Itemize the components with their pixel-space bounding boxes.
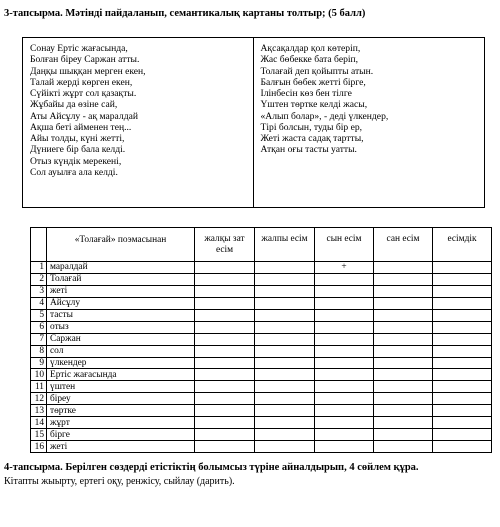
poem-line: Ілінбесін көз бен тілге: [260, 88, 352, 99]
header-pronoun: есімдік: [433, 228, 492, 262]
answer-cell[interactable]: [315, 273, 374, 285]
answer-cell[interactable]: [433, 357, 492, 369]
answer-cell[interactable]: [255, 297, 315, 309]
answer-cell[interactable]: [315, 333, 374, 345]
table-row: [31, 262, 492, 274]
answer-cell[interactable]: [255, 393, 315, 405]
answer-cell[interactable]: [433, 345, 492, 357]
row-word: жеті: [47, 285, 195, 297]
row-number: 8: [31, 345, 47, 357]
poem-box: [22, 37, 485, 208]
answer-cell[interactable]: [195, 297, 255, 309]
answer-cell[interactable]: [433, 405, 492, 417]
row-word: сол: [47, 345, 195, 357]
poem-line: Ақсақалдар қол көтеріп,: [260, 43, 361, 54]
poem-left-column: [23, 38, 254, 207]
poem-line: Даңқы шыққан мерген екен,: [30, 65, 146, 77]
poem-line: Атқан оғы тасты уатты.: [260, 144, 357, 156]
poem-line: Айы толды, күні жетті,: [30, 133, 125, 144]
table-row: [31, 321, 492, 333]
table-row: [31, 273, 492, 285]
poem-line: Жұбайы да өзіне сай,: [30, 99, 118, 111]
poem-line: «Алып болар», - деді үлкендер,: [260, 110, 389, 122]
table-row: [31, 393, 492, 405]
answer-cell[interactable]: [374, 417, 433, 429]
answer-cell[interactable]: [374, 285, 433, 297]
table-row: [31, 309, 492, 321]
answer-cell[interactable]: [255, 333, 315, 345]
row-number: 14: [31, 417, 47, 429]
answer-cell[interactable]: [195, 417, 255, 429]
row-number: 5: [31, 309, 47, 321]
poem-line: Жас бөбекке бата беріп,: [260, 54, 359, 66]
answer-cell[interactable]: [433, 429, 492, 441]
row-word: жұрт: [47, 417, 195, 429]
row-word: жеті: [47, 441, 195, 453]
answer-cell[interactable]: [195, 405, 255, 417]
poem-line: Үштен төртке келді жасы,: [260, 99, 368, 111]
row-number: 10: [31, 369, 47, 381]
row-number: 1: [31, 262, 47, 274]
row-word: төртке: [47, 405, 195, 417]
poem-line: Сол ауылға ала келді.: [30, 166, 118, 178]
row-word: тасты: [47, 309, 195, 321]
answer-cell[interactable]: [195, 262, 255, 274]
answer-cell[interactable]: [195, 429, 255, 441]
answer-cell[interactable]: [255, 417, 315, 429]
row-word: отыз: [47, 321, 195, 333]
table-row: [31, 357, 492, 369]
answer-cell[interactable]: [374, 262, 433, 274]
answer-cell[interactable]: [433, 417, 492, 429]
answer-cell[interactable]: [195, 381, 255, 393]
poem-line: Тірі болсын, туды бір ер,: [260, 121, 363, 133]
table-row: [31, 429, 492, 441]
poem-line: Болған біреу Саржан атты.: [30, 54, 140, 66]
answer-cell[interactable]: [315, 297, 374, 309]
answer-cell[interactable]: [433, 381, 492, 393]
table-row: [31, 345, 492, 357]
answer-cell[interactable]: [195, 333, 255, 345]
answer-cell[interactable]: [433, 321, 492, 333]
header-proper-noun: жалқы зат есім: [195, 228, 255, 262]
header-common-noun: жалпы есім: [255, 228, 315, 262]
answer-cell[interactable]: [374, 321, 433, 333]
answer-cell[interactable]: [195, 309, 255, 321]
row-number: 3: [31, 285, 47, 297]
task3-title: 3-тапсырма. Мәтінді пайдаланып, семантикалық картаны толтыр; (5 балл): [4, 8, 366, 19]
answer-cell[interactable]: [374, 273, 433, 285]
poem-line: Ақша беті айменен тең...: [30, 121, 132, 133]
answer-cell[interactable]: [374, 381, 433, 393]
answer-cell[interactable]: [374, 357, 433, 369]
answer-cell[interactable]: [255, 309, 315, 321]
header-word-source: «Толағай» поэмасынан: [47, 228, 195, 262]
row-word: үлкендер: [47, 357, 195, 369]
answer-cell[interactable]: [374, 297, 433, 309]
answer-cell[interactable]: [433, 369, 492, 381]
answer-cell[interactable]: [195, 345, 255, 357]
answer-cell[interactable]: [195, 321, 255, 333]
poem-line: Сүйікті жұрт сол қазақты.: [30, 88, 137, 99]
row-word: Ертіс жағасында: [47, 369, 195, 381]
answer-cell[interactable]: [255, 321, 315, 333]
poem-right-column: [254, 38, 485, 207]
row-word: бірге: [47, 429, 195, 441]
row-number: 4: [31, 297, 47, 309]
answer-cell[interactable]: [315, 405, 374, 417]
answer-cell[interactable]: [255, 262, 315, 274]
answer-cell[interactable]: [255, 369, 315, 381]
row-number: 11: [31, 381, 47, 393]
poem-line: Талай жерді көрген екен,: [30, 76, 133, 88]
poem-line: Сонау Ертіс жағасында,: [30, 43, 128, 54]
row-number: 15: [31, 429, 47, 441]
table-row: [31, 297, 492, 309]
answer-cell[interactable]: [374, 333, 433, 345]
answer-cell[interactable]: [255, 381, 315, 393]
answer-cell[interactable]: [374, 345, 433, 357]
answer-cell[interactable]: [315, 417, 374, 429]
poem-line: Дүниеге бір бала келді.: [30, 144, 126, 156]
semantic-map-table: [30, 227, 492, 453]
row-number: 2: [31, 273, 47, 285]
row-word: маралдай: [47, 262, 195, 274]
row-number: 16: [31, 441, 47, 453]
answer-cell[interactable]: [315, 309, 374, 321]
answer-cell[interactable]: [195, 369, 255, 381]
row-number: 9: [31, 357, 47, 369]
answer-cell[interactable]: [255, 273, 315, 285]
answer-cell[interactable]: [315, 285, 374, 297]
answer-cell[interactable]: [374, 429, 433, 441]
poem-line: Аты Айсұлу - ақ маралдай: [30, 110, 138, 122]
answer-cell[interactable]: [433, 273, 492, 285]
poem-line: Отыз күндік мерекені,: [30, 155, 122, 167]
answer-cell[interactable]: [374, 441, 433, 453]
row-number: 12: [31, 393, 47, 405]
answer-cell[interactable]: [195, 393, 255, 405]
answer-cell[interactable]: [315, 321, 374, 333]
answer-cell[interactable]: [315, 441, 374, 453]
answer-cell[interactable]: [255, 429, 315, 441]
answer-cell[interactable]: [255, 405, 315, 417]
header-adjective: сын есім: [315, 228, 374, 262]
row-word: Айсұлу: [47, 297, 195, 309]
table-row: [31, 369, 492, 381]
poem-line: Толағай деп қойыпты атын.: [260, 65, 374, 77]
task4-word-list: Кітапты жыырту, ертегі оқу, ренжісу, сыйлау (дарить).: [4, 476, 235, 487]
answer-cell[interactable]: [195, 357, 255, 369]
answer-cell[interactable]: [195, 441, 255, 453]
answer-cell[interactable]: [374, 309, 433, 321]
answer-cell[interactable]: [315, 369, 374, 381]
header-number: [31, 228, 47, 262]
row-word: біреу: [47, 393, 195, 405]
answer-cell[interactable]: [374, 369, 433, 381]
answer-cell[interactable]: [433, 297, 492, 309]
row-word: Саржан: [47, 333, 195, 345]
table-row: [31, 417, 492, 429]
table-row: [31, 285, 492, 297]
poem-line: Жеті жаста садақ тартты,: [260, 133, 364, 144]
answer-cell[interactable]: [255, 357, 315, 369]
answer-cell[interactable]: [195, 285, 255, 297]
answer-cell[interactable]: [255, 285, 315, 297]
table-row: [31, 441, 492, 453]
answer-cell[interactable]: [195, 273, 255, 285]
table-row: [31, 405, 492, 417]
answer-cell[interactable]: [433, 309, 492, 321]
answer-cell[interactable]: [433, 393, 492, 405]
task4-title: 4-тапсырма. Берілген сөздерді етістіктің болымсыз түріне айналдырып, 4 сөйлем құра.: [4, 462, 419, 473]
answer-cell[interactable]: [374, 393, 433, 405]
answer-cell[interactable]: [315, 357, 374, 369]
row-number: 13: [31, 405, 47, 417]
table-header-row: [31, 228, 492, 262]
table-row: [31, 381, 492, 393]
answer-cell[interactable]: [433, 285, 492, 297]
answer-cell[interactable]: [433, 262, 492, 274]
answer-cell[interactable]: [315, 381, 374, 393]
row-word: Толағай: [47, 273, 195, 285]
answer-cell[interactable]: [255, 345, 315, 357]
answer-cell[interactable]: [374, 405, 433, 417]
answer-cell[interactable]: +: [315, 262, 374, 274]
answer-cell[interactable]: [315, 393, 374, 405]
answer-cell[interactable]: [433, 441, 492, 453]
header-numeral: сан есім: [374, 228, 433, 262]
poem-line: Балғын бөбек жетті бірге,: [260, 76, 366, 88]
table-row: [31, 333, 492, 345]
row-number: 6: [31, 321, 47, 333]
answer-cell[interactable]: [315, 429, 374, 441]
answer-cell[interactable]: [255, 441, 315, 453]
row-word: үштен: [47, 381, 195, 393]
answer-cell[interactable]: [433, 333, 492, 345]
row-number: 7: [31, 333, 47, 345]
answer-cell[interactable]: [315, 345, 374, 357]
